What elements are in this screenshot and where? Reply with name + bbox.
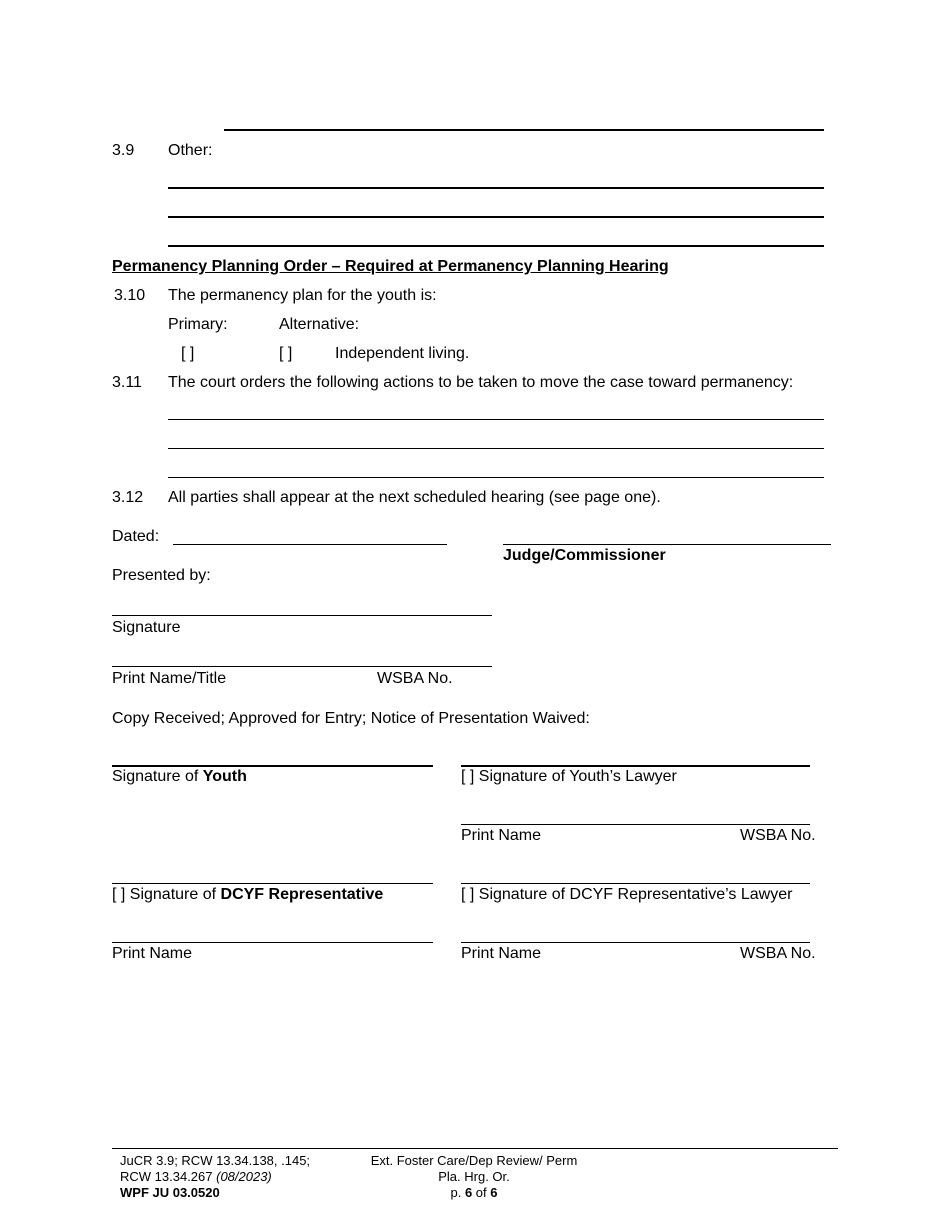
section-3-10-number: 3.10 [114,287,146,304]
copy-received-text: Copy Received; Approved for Entry; Notice of Presentation Waived: [112,710,590,727]
footer-page-number [340,1185,608,1201]
footer-citation-1: JuCR 3.9; RCW 13.34.138, .145; [120,1153,311,1168]
dcyf-lawyer-print-name: Print Name [461,945,542,962]
section-3-11-text: The court orders the following actions to be taken to move the case toward permanency: [168,374,794,391]
youth-lawyer-print-name: Print Name [461,827,542,844]
independent-living-option: Independent living. [335,345,470,362]
dcyf-signature-prefix: [ ] Signature of [112,886,221,903]
section-3-10-text: The permanency plan for the youth is: [168,287,437,304]
other-line-1 [168,187,824,189]
youth-lawyer-signature-label: [ ] Signature of Youth’s Lawyer [461,768,677,785]
section-3-12-number: 3.12 [112,489,144,506]
footer-title-2: Pla. Hrg. Or. [438,1169,510,1184]
primary-checkbox[interactable]: [ ] [181,345,195,362]
dated-label: Dated: [112,528,160,545]
footer-citation-2 [120,1169,272,1185]
alternative-checkbox[interactable]: [ ] [279,345,293,362]
youth-lawyer-signature-line[interactable] [461,765,810,767]
dcyf-signature-bold: DCYF Representative [220,886,384,903]
dated-line[interactable] [173,544,447,545]
signature-label: Signature [112,619,181,636]
youth-lawyer-name-line[interactable] [461,824,810,825]
dcyf-signature-line[interactable] [112,883,433,884]
presenter-signature-line[interactable] [112,615,492,616]
actions-line-1 [168,419,824,420]
dcyf-lawyer-wsba: WSBA No. [740,945,816,962]
dcyf-lawyer-signature-line[interactable] [461,883,810,884]
footer-title-1: Ext. Foster Care/Dep Review/ Perm [370,1153,578,1168]
youth-signature-bold: Youth [202,768,247,785]
other-line-2 [168,216,824,218]
footer-rule [112,1148,838,1149]
page-current: 6 [464,1185,473,1200]
section-3-11-number: 3.11 [112,374,142,391]
footer-date: (08/2023) [216,1169,272,1184]
section-3-12-text: All parties shall appear at the next scheduled hearing (see page one). [168,489,661,506]
judge-signature-line[interactable] [503,544,831,545]
page-total: 6 [490,1185,498,1200]
other-line-top [224,129,824,131]
actions-line-2 [168,448,824,449]
youth-signature-prefix: Signature of [112,768,203,785]
judge-commissioner-label: Judge/Commissioner [503,547,666,564]
presenter-wsba-label: WSBA No. [377,670,453,687]
presented-by-label: Presented by: [112,567,211,584]
footer-form-number: WPF JU 03.0520 [120,1185,220,1200]
page-prefix: p. [450,1185,465,1200]
youth-lawyer-wsba: WSBA No. [740,827,816,844]
alternative-label: Alternative: [279,316,360,333]
youth-signature-line[interactable] [112,765,433,767]
dcyf-lawyer-name-line[interactable] [461,942,810,943]
permanency-heading: Permanency Planning Order – Required at Permanency Planning Hearing [112,258,669,275]
section-3-9-label: Other: [168,142,213,159]
print-name-title-label: Print Name/Title [112,670,227,687]
dcyf-print-name: Print Name [112,945,193,962]
dcyf-lawyer-signature-label: [ ] Signature of DCYF Representative’s Lawyer [461,886,793,903]
presenter-name-line[interactable] [112,666,492,667]
dcyf-name-line[interactable] [112,942,433,943]
other-line-3 [168,245,824,247]
section-3-9-number: 3.9 [112,142,135,159]
youth-signature-label [112,768,247,786]
page-of: of [472,1185,491,1200]
footer-rcw: RCW 13.34.267 [120,1169,217,1184]
primary-label: Primary: [168,316,228,333]
dcyf-signature-label [112,886,383,904]
actions-line-3 [168,477,824,478]
